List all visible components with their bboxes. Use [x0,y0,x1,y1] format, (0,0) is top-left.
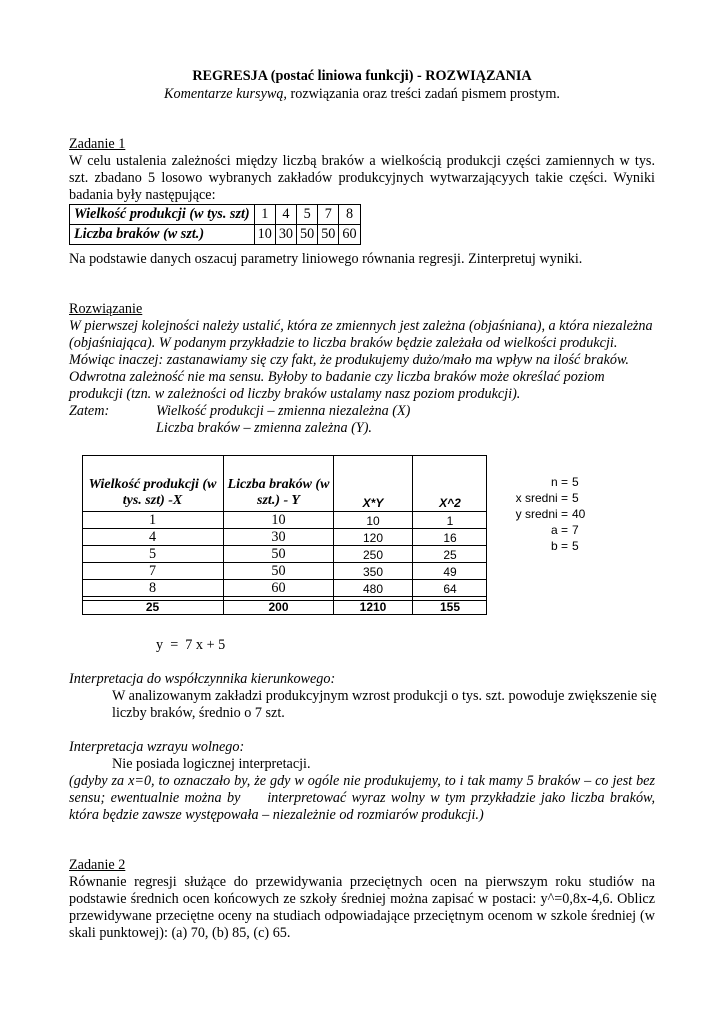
table-cell: 4 [275,205,296,225]
table-cell-label: Liczba braków (w szt.) [70,225,255,245]
task1-question: Na podstawie danych oszacuj parametry liniowego równania regresji. Zinterpretuj wyniki. [69,251,583,267]
cell-xy: 250 [362,548,384,562]
total-x: 25 [145,600,160,614]
task1-text: W celu ustalenia zależności między liczbą braków a wielkością produkcji części zamiennych w tys. szt. zbadano 5 losowo wybranych zakładów produkcyjnych wytwarzającyych takie części. Wyniki badania były następujące: [69,153,655,203]
cell-xy: 480 [362,582,384,596]
statistics-summary [480,474,610,554]
stat-value: 7 [572,523,579,537]
stat-value: 5 [572,475,579,489]
table-cell: 8 [339,205,360,225]
task2-text: Równanie regresji służące do przewidywania przeciętnych ocen na pierwszym roku studiów na podstawie średnich ocen końcowych ze szkoły średniej można zapisać w postaci: y^=0,8x-4,6. Oblicz przewidywane przeciętne oceny na studiach odpowiadające przeciętnym ocenom w szkole średniej (w skali punktowej): (a) 70, (b) 85, (c) 65. [69,874,655,941]
interp-intercept-comment: (gdyby za x=0, to oznaczało by, że gdy w ogóle nie produkujemy, to i tak mamy 5 braków – co jest bez sensu; ewentualnie można by interpretować wyraz wolny w tym przykładzie jako liczba braków, która będzie zawsze występowała – niezależnie od rozmiarów produkcji.) [69,773,659,823]
cell-x: 7 [148,563,157,579]
table-cell: 10 [254,225,275,245]
cell-x: 8 [148,580,157,596]
stat-value: 5 [572,491,579,505]
table-cell: 60 [339,225,360,245]
interp-slope-heading: Interpretacja do współczynnika kierunkowego: [69,671,336,687]
stat-label: n = [550,475,568,489]
stat-label: a = [550,523,568,537]
cell-y: 50 [271,563,286,579]
stat-label: b = [550,539,568,553]
total-xy: 1210 [359,600,387,614]
calculation-table [82,455,487,615]
subtitle-rest: rozwiązania oraz treści zadań pismem prostym. [286,86,560,102]
table-cell: 50 [297,225,318,245]
header-x-squared: X^2 [439,496,461,510]
task1-heading: Zadanie 1 [69,136,126,152]
header-y: Liczba braków (w szt.) - Y [227,477,330,508]
cell-xy: 120 [362,531,384,545]
stat-y-mean [480,506,610,522]
cell-x-squared: 1 [446,514,454,528]
header-x: Wielkość produkcji (w tys. szt) -X [88,477,217,508]
document-title: REGRESJA (postać liniowa funkcji) - ROZWIĄZANIA [192,68,532,84]
table-cell: 50 [318,225,339,245]
cell-y: 10 [271,512,286,528]
cell-x: 4 [148,529,157,545]
regression-equation: y = 7 x + 5 [156,637,226,653]
document-subtitle [0,86,724,103]
cell-x-squared: 16 [443,531,457,545]
solution-heading: Rozwiązanie [69,301,143,317]
variable-y-definition: Liczba braków – zmienna zależna (Y). [156,420,372,436]
stat-label: x sredni = [515,491,568,505]
cell-xy: 10 [366,514,380,528]
total-x-squared: 155 [439,600,461,614]
task2-heading: Zadanie 2 [69,857,126,873]
cell-xy: 350 [362,565,384,579]
table-cell: 1 [254,205,275,225]
cell-y: 30 [271,529,286,545]
cell-y: 60 [271,580,286,596]
zatem-label: Zatem: [69,403,110,419]
cell-y: 50 [271,546,286,562]
cell-x-squared: 64 [443,582,457,596]
interp-intercept-text: Nie posiada logicznej interpretacji. [112,756,311,772]
solution-comment: W pierwszej kolejności należy ustalić, która ze zmiennych jest zależna (objaśniana), a która niezależna (objaśniająca). W podanym przykładzie to liczba braków będzie zależała od wielkości produkcji. Mówiąc inaczej: zastanawiamy się czy fakt, że produkujemy dużo/mało ma wpływ na ilość braków. Odwrotna zależność nie ma sensu. Byłoby to badanie czy liczba braków może określać poziom produkcji (tzn. w zależności od liczby braków ustalamy nasz poziom produkcji). [69,318,653,402]
stat-b [480,538,610,554]
header-xy: X*Y [362,496,384,510]
cell-x-squared: 25 [443,548,457,562]
cell-x-squared: 49 [443,565,457,579]
stat-value: 40 [572,507,586,521]
table-cell: 30 [275,225,296,245]
table-cell: 7 [318,205,339,225]
stat-label: y sredni = [515,507,568,521]
cell-x: 1 [148,512,157,528]
cell-x: 5 [148,546,157,562]
variable-x-definition: Wielkość produkcji – zmienna niezależna (X) [156,403,411,419]
stat-a [480,522,610,538]
interp-slope-text: W analizowanym zakładzi produkcyjnym wzrost produkcji o tys. szt. powoduje zwiększenie się liczby braków, średnio o 7 szt. [112,688,657,721]
stat-x-mean [480,490,610,506]
table-cell-label: Wielkość produkcji (w tys. szt) [70,205,255,225]
task1-data-table [69,204,361,245]
table-cell: 5 [297,205,318,225]
table-row [70,205,361,225]
table-row [70,225,361,245]
stat-n [480,474,610,490]
stat-value: 5 [572,539,579,553]
subtitle-italic-part: Komentarze kursywą, [164,86,287,102]
interp-intercept-heading: Interpretacja wzrayu wolnego: [69,739,245,755]
total-y: 200 [268,600,289,614]
